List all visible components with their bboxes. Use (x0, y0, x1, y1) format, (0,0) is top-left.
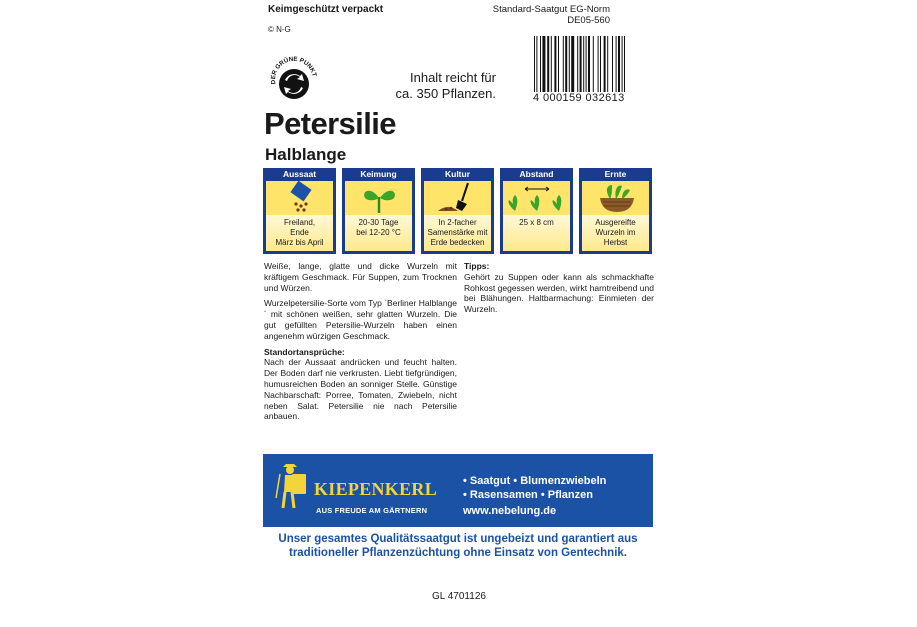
product-title: Petersilie (264, 106, 396, 141)
content-note-line-1: Inhalt reicht für (410, 70, 496, 85)
panel-ernte-label: Ernte (604, 169, 627, 179)
article-number: GL 4701126 (432, 591, 486, 602)
panel-ernte-line-3: Herbst (603, 238, 628, 247)
tips-text: Gehört zu Suppen oder kann als schmackhafte Rohkost gegessen werden, wirkt harntreibend und bei Blähungen. Haltbarmachung: Einmieten der Wurzeln. (464, 271, 654, 315)
panel-abstand-label: Abstand (519, 169, 554, 179)
panel-abstand (500, 168, 573, 254)
panel-keimung-line-1: 20-30 Tage (358, 218, 399, 227)
sprout-icon (345, 181, 414, 215)
panel-ernte-line-1: Ausgereifte (595, 218, 636, 227)
panel-kultur-line-3: Erde bedecken (430, 238, 485, 247)
panel-abstand-line-1: 25 x 8 cm (519, 218, 554, 227)
location-heading: Standortansprüche: (264, 346, 345, 357)
panel-aussaat-label: Aussaat (282, 169, 317, 179)
panel-keimung-line-2: bei 12-20 °C (356, 228, 401, 237)
brand-url: www.nebelung.de (463, 505, 557, 517)
description-column (264, 261, 457, 427)
content-note-line-2: ca. 350 Pflanzen. (395, 86, 496, 101)
panel-keimung-label: Keimung (360, 169, 397, 179)
panel-kultur (421, 168, 494, 254)
brand-slogan: AUS FREUDE AM GÄRTNERN (316, 506, 428, 515)
brand-product-list (463, 474, 606, 502)
spade-icon (424, 181, 493, 215)
panel-kultur-label: Kultur (444, 169, 471, 179)
panel-ernte-line-2: Wurzeln im (595, 228, 636, 237)
location-text: Nach der Aussaat andrücken und feucht halten. Der Boden darf nie verkrusten. Liebt tiefgründigen, humusreichen Boden an sonniger Stelle. Günstige Nachbarschaft: Porree, Tomaten, Zwiebeln, nicht neben Salat. Petersilie nie nach Petersilie anbauen. (264, 357, 457, 422)
seed-packet-icon (266, 181, 335, 215)
content-note (390, 70, 496, 102)
harvest-basket-icon (582, 181, 651, 215)
product-subtitle: Halblange (265, 145, 347, 164)
standard-note (493, 4, 610, 26)
panel-aussaat-line-1: Freiland, (283, 218, 316, 227)
kiepenkerl-figure-icon (272, 462, 310, 510)
tips-heading: Tipps: (464, 261, 490, 271)
panel-aussaat (263, 168, 336, 254)
brand-list-line-1: • Saatgut • Blumenzwiebeln (463, 475, 607, 487)
gruener-punkt-icon (266, 52, 322, 108)
quality-note-line-2: traditioneller Pflanzenzüchtung ohne Einsatz von Gentechnik. (288, 547, 627, 559)
panel-ernte (579, 168, 652, 254)
barcode (533, 36, 651, 92)
quality-note (263, 532, 653, 560)
panel-keimung (342, 168, 415, 254)
standard-line-2: DE05-560 (567, 15, 610, 26)
description-paragraph-2: Wurzelpetersilie-Sorte vom Typ `Berliner Halblange´ mit schönen weißen, sehr glatten Wurzeln. Die gut gefüllten Petersilie-Wurzeln haben einen angenehm würzigen Geschmack. (264, 298, 457, 341)
packing-note: Keimgeschützt verpackt (268, 4, 384, 15)
brand-list-line-2: • Rasensamen • Pflanzen (463, 489, 593, 501)
barcode-digits: 4 000159 032613 (533, 92, 625, 104)
standard-line-1: Standard-Saatgut EG-Norm (492, 4, 610, 15)
tips-column (464, 261, 654, 320)
panel-kultur-line-2: Samenstärke mit (427, 228, 488, 237)
description-paragraph-1: Weiße, lange, glatte und dicke Wurzeln mit kräftigem Geschmack. Für Suppen, zum Trocknen und Würzen. (264, 261, 457, 293)
panel-aussaat-line-3: März bis April (275, 238, 324, 247)
panel-aussaat-line-2: Ende (290, 228, 309, 237)
spacing-icon (503, 181, 572, 215)
gruene-punkt-text: DER GRÜNE PUNKT (269, 55, 318, 85)
panel-kultur-line-1: In 2-facher (438, 218, 477, 227)
copyright-note: © N-G (268, 25, 291, 34)
brand-name: KIEPENKERL (314, 479, 438, 499)
quality-note-line-1: Unser gesamtes Qualitätssaatgut ist ungebeizt und garantiert aus (278, 533, 638, 545)
